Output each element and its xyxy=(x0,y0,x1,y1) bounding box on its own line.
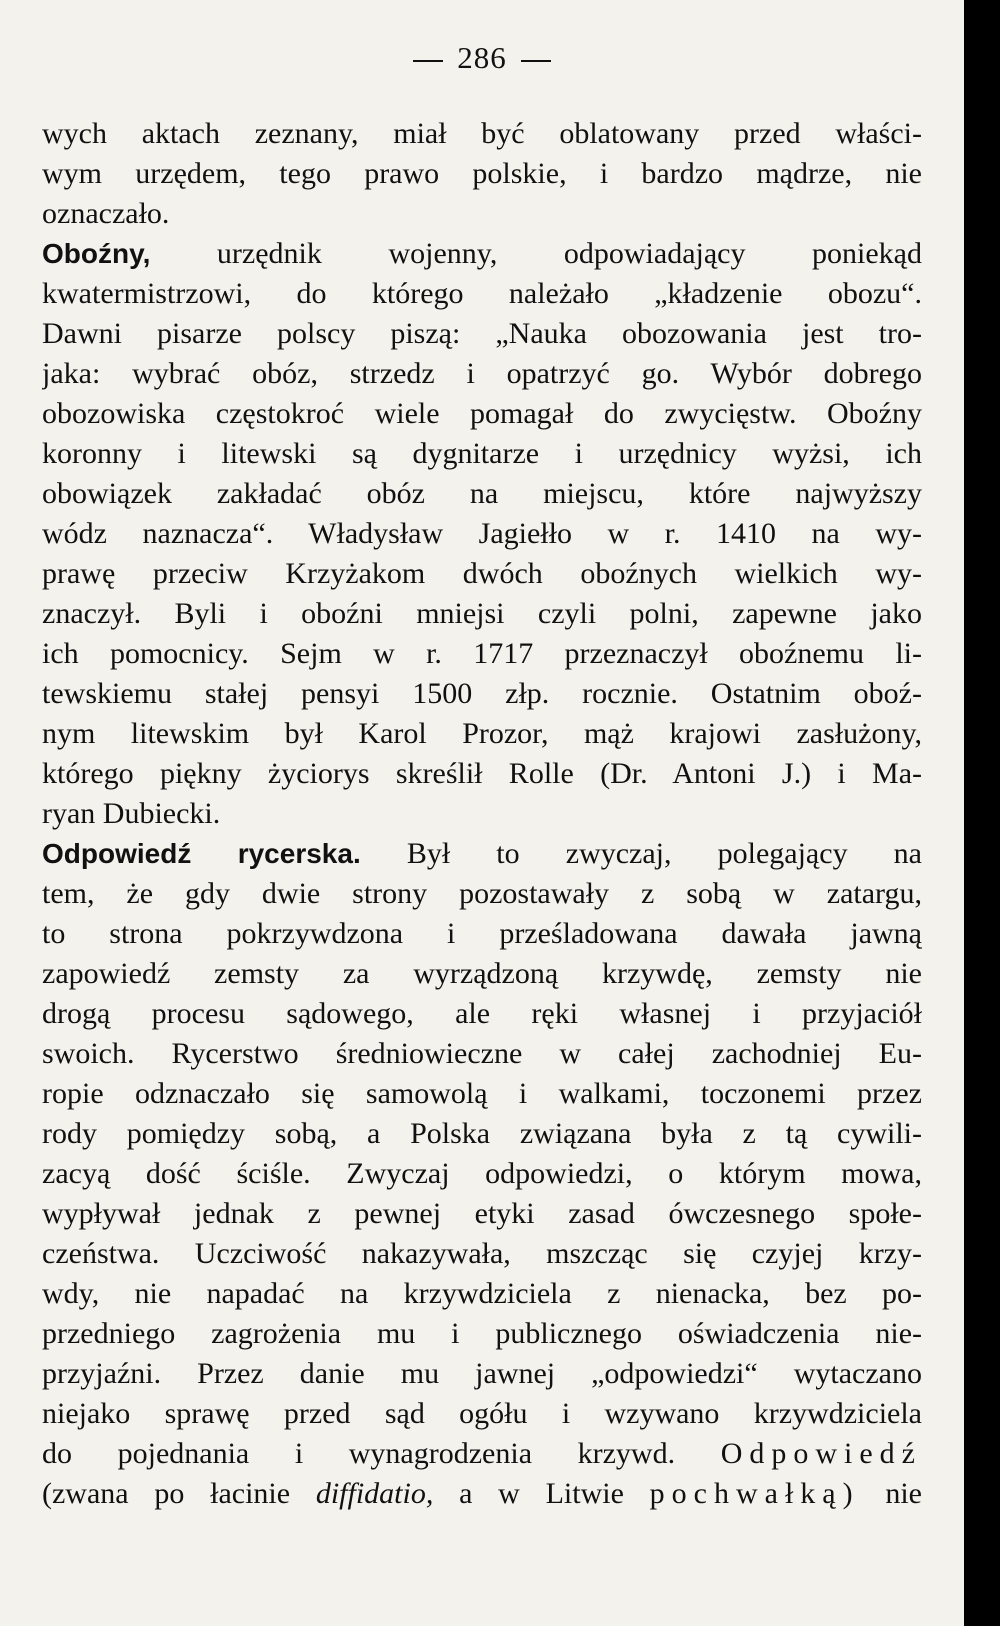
line-text: urzędnik wojenny, odpowiadający poniekąd xyxy=(150,237,922,270)
line-text: a w Litwie xyxy=(433,1477,650,1510)
text-line xyxy=(42,954,922,994)
line-text: to strona pokrzywdzona i prześladowana dawała jawną xyxy=(42,917,922,950)
line-text: do pojednania i wynagrodzenia krzywd. xyxy=(42,1437,721,1470)
line-text: oznaczało. xyxy=(42,197,170,230)
line-text: przedniego zagrożenia mu i publicznego oświadczenia nie- xyxy=(42,1317,922,1350)
line-text: niejako sprawę przed sąd ogółu i wzywano krzywdziciela xyxy=(42,1397,922,1430)
line-text: (zwana po łacinie xyxy=(42,1477,316,1510)
entry-keyword: Odpowiedź rycerska. xyxy=(42,838,361,869)
text-line xyxy=(42,514,922,554)
text-line xyxy=(42,554,922,594)
text-line xyxy=(42,674,922,714)
line-text: zacyą dość ściśle. Zwyczaj odpowiedzi, o którym mowa, xyxy=(42,1157,922,1190)
text-line xyxy=(42,714,922,754)
line-text: prawę przeciw Krzyżakom dwóch oboźnych wielkich wy- xyxy=(42,557,922,590)
text-line xyxy=(42,1394,922,1434)
spaced-term: pochwałką) xyxy=(649,1477,860,1510)
text-line xyxy=(42,914,922,954)
text-line xyxy=(42,1034,922,1074)
text-line xyxy=(42,1234,922,1274)
line-text: rody pomiędzy sobą, a Polska związana była z tą cywili- xyxy=(42,1117,922,1150)
line-text: drogą procesu sądowego, ale ręki własnej i przyjaciół xyxy=(42,997,922,1030)
line-text: wym urzędem, tego prawo polskie, i bardzo mądrze, nie xyxy=(42,157,922,190)
text-line xyxy=(42,194,922,234)
line-text: swoich. Rycerstwo średniowieczne w całej zachodniej Eu- xyxy=(42,1037,922,1070)
text-line xyxy=(42,1474,922,1514)
text-line xyxy=(42,594,922,634)
text-line xyxy=(42,1194,922,1234)
text-line xyxy=(42,114,922,154)
text-line xyxy=(42,434,922,474)
line-text: przyjaźni. Przez danie mu jawnej „odpowiedzi“ wytaczano xyxy=(42,1357,922,1390)
text-line xyxy=(42,474,922,514)
text-line xyxy=(42,1274,922,1314)
line-text: nym litewskim był Karol Prozor, mąż krajowi zasłużony, xyxy=(42,717,922,750)
text-line xyxy=(42,274,922,314)
text-line xyxy=(42,1314,922,1354)
line-text: tewskiemu stałej pensyi 1500 złp. rocznie. Ostatnim oboź- xyxy=(42,677,922,710)
line-text: ropie odznaczało się samowolą i walkami, toczonemi przez xyxy=(42,1077,922,1110)
line-text: jaka: wybrać obóz, strzedz i opatrzyć go. Wybór dobrego xyxy=(42,357,922,390)
line-text: ich pomocnicy. Sejm w r. 1717 przeznaczył oboźnemu li- xyxy=(42,637,922,670)
page-number: 286 xyxy=(457,40,507,75)
text-line xyxy=(42,754,922,794)
text-line xyxy=(42,834,922,874)
line-text: Dawni pisarze polscy piszą: „Nauka obozowania jest tro- xyxy=(42,317,922,350)
line-text: wych aktach zeznany, miał być oblatowany przed właści- xyxy=(42,117,922,150)
line-text: wdy, nie napadać na krzywdziciela z nienacka, bez po- xyxy=(42,1277,922,1310)
line-text: ryan Dubiecki. xyxy=(42,797,221,830)
entry-keyword: Oboźny, xyxy=(42,238,151,269)
spaced-term: Odpowiedź xyxy=(720,1437,922,1470)
text-line xyxy=(42,154,922,194)
line-text: obowiązek zakładać obóz na miejscu, które najwyższy xyxy=(42,477,922,510)
page-header xyxy=(0,40,964,76)
header-dash-right xyxy=(521,60,551,62)
text-line xyxy=(42,354,922,394)
line-text: którego piękny życiorys skreślił Rolle (Dr. Antoni J.) i Ma- xyxy=(42,757,922,790)
line-text: obozowiska częstokroć wiele pomagał do zwycięstw. Oboźny xyxy=(42,397,922,430)
line-text: wódz naznacza“. Władysław Jagiełło w r. 1410 na wy- xyxy=(42,517,922,550)
text-line xyxy=(42,1154,922,1194)
italic-term: diffidatio, xyxy=(315,1477,434,1510)
line-text: Był to zwyczaj, polegający na xyxy=(360,837,922,870)
line-text: tem, że gdy dwie strony pozostawały z sobą w zatargu, xyxy=(42,877,922,910)
text-line xyxy=(42,1434,922,1474)
line-text: zapowiedź zemsty za wyrządzoną krzywdę, zemsty nie xyxy=(42,957,922,990)
text-line xyxy=(42,1354,922,1394)
line-text: wypływał jednak z pewnej etyki zasad ówczesnego społe- xyxy=(42,1197,922,1230)
text-line xyxy=(42,874,922,914)
line-text: koronny i litewski są dygnitarze i urzędnicy wyżsi, ich xyxy=(42,437,922,470)
line-text: czeństwa. Uczciwość nakazywała, mszcząc się czyjej krzy- xyxy=(42,1237,922,1270)
text-line xyxy=(42,994,922,1034)
text-line xyxy=(42,234,922,274)
text-line xyxy=(42,1074,922,1114)
body-text xyxy=(42,114,922,1514)
line-text: znaczył. Byli i oboźni mniejsi czyli polni, zapewne jako xyxy=(42,597,922,630)
text-line xyxy=(42,314,922,354)
line-text: kwatermistrzowi, do którego należało „kładzenie obozu“. xyxy=(42,277,922,310)
header-dash-left xyxy=(413,60,443,62)
text-line xyxy=(42,794,922,834)
text-line xyxy=(42,394,922,434)
text-line xyxy=(42,1114,922,1154)
line-text: nie xyxy=(859,1477,922,1510)
text-line xyxy=(42,634,922,674)
